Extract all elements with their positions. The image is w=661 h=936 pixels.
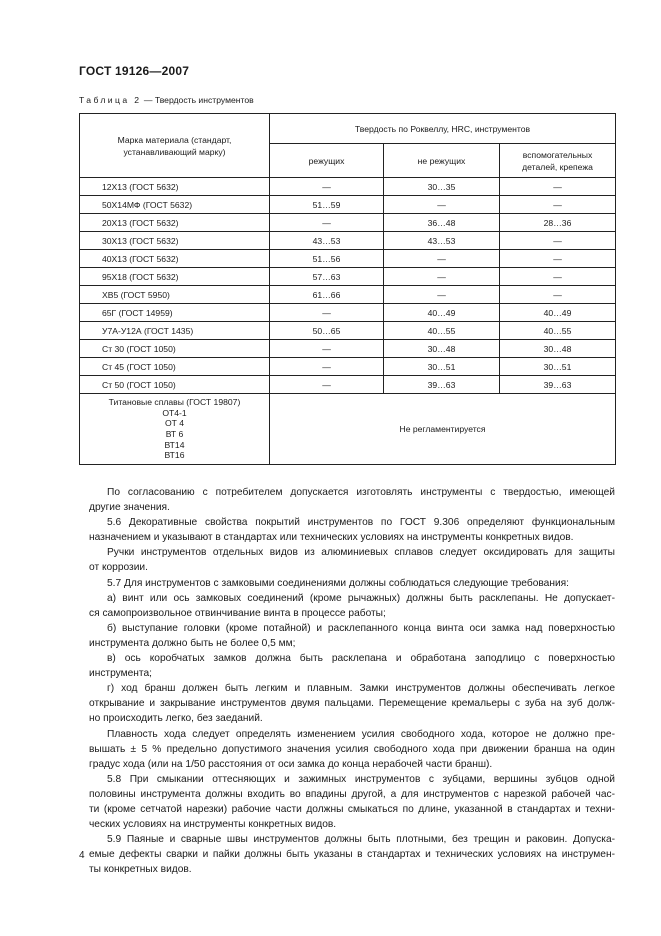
- text-line: 5.6 Декоративные свойства покрытий инструментов по ГОСТ 9.306 определяют функциональным: [107, 517, 615, 529]
- text-line: другие значения.: [89, 502, 170, 514]
- paragraph: [89, 681, 615, 726]
- hardness-table: [79, 113, 616, 465]
- cell-cutting: 61…66: [270, 286, 384, 304]
- page-number: 4: [79, 850, 85, 861]
- cell-material: Ст 50 (ГОСТ 1050): [80, 376, 270, 394]
- titanium-alloy-line: ВТ 6: [165, 429, 184, 439]
- text-line: ся самопроизвольное отвинчивание винта в процессе работы;: [89, 607, 386, 619]
- text-line: емые дефекты сварки и пайки должны быть указаны в стандартах и технических условиях на инструмен-: [89, 849, 615, 861]
- cell-cutting: 51…56: [270, 250, 384, 268]
- paragraph: [89, 591, 615, 621]
- paragraph: [89, 832, 615, 877]
- text-line: но происходить легко, без заеданий.: [89, 713, 263, 725]
- cell-noncutting: 36…48: [384, 214, 500, 232]
- table-row-titanium: [80, 394, 616, 465]
- text-line: половины инструмента должны входить во впадины другой, а для инструментов с нарезкой рабочей час-: [89, 788, 615, 800]
- cell-not-regulated: Не регламентируется: [270, 394, 616, 465]
- cell-noncutting: 30…48: [384, 340, 500, 358]
- paragraph: [89, 545, 615, 575]
- cell-auxiliary: —: [500, 196, 616, 214]
- cell-noncutting: —: [384, 250, 500, 268]
- table-row: [80, 376, 616, 394]
- cell-material: 50Х14МФ (ГОСТ 5632): [80, 196, 270, 214]
- text-line: ти (кроме сетчатой нарезки) рабочие части должны смыкаться по длине, указанной в стандартах и техни-: [89, 803, 615, 815]
- cell-auxiliary: 40…55: [500, 322, 616, 340]
- table-row: [80, 250, 616, 268]
- text-line: а) винт или ось замковых соединений (кроме рычажных) должны быть расклепаны. Не допускает-: [107, 592, 615, 604]
- cell-auxiliary: 40…49: [500, 304, 616, 322]
- cell-auxiliary: 30…48: [500, 340, 616, 358]
- text-line: 5.9 Паяные и сварные швы инструментов должны быть плотными, без трещин и раковин. Допуска-: [107, 834, 615, 846]
- cell-material-titanium: [80, 394, 270, 465]
- text-line: назначением и указывают в стандартах или технических условиях на инструменты конкретных видов.: [89, 532, 574, 544]
- cell-cutting: 51…59: [270, 196, 384, 214]
- cell-noncutting: 30…51: [384, 358, 500, 376]
- text-line: По согласованию с потребителем допускается изготовлять инструменты с твердостью, имеющей: [107, 487, 615, 498]
- table-row: [80, 340, 616, 358]
- table-caption-number: Таблица 2: [79, 95, 142, 105]
- cell-noncutting: 40…55: [384, 322, 500, 340]
- cell-noncutting: —: [384, 268, 500, 286]
- cell-auxiliary: —: [500, 268, 616, 286]
- cell-noncutting: 43…53: [384, 232, 500, 250]
- cell-auxiliary: —: [500, 286, 616, 304]
- cell-noncutting: —: [384, 286, 500, 304]
- text-line: Плавность хода следует определять изменением усилия свободного хода, которое не должно пре-: [107, 728, 615, 740]
- table-caption-title: — Твердость инструментов: [141, 95, 254, 105]
- paragraph: [89, 515, 615, 545]
- cell-material: У7А-У12А (ГОСТ 1435): [80, 322, 270, 340]
- cell-material: 65Г (ГОСТ 14959): [80, 304, 270, 322]
- cell-auxiliary: —: [500, 250, 616, 268]
- cell-cutting: —: [270, 376, 384, 394]
- table-body: [80, 178, 616, 465]
- cell-noncutting: 40…49: [384, 304, 500, 322]
- cell-cutting: 43…53: [270, 232, 384, 250]
- cell-auxiliary: 30…51: [500, 358, 616, 376]
- text-line: ческих условиях на инструменты конкретных видов.: [89, 819, 337, 831]
- cell-noncutting: —: [384, 196, 500, 214]
- text-line: градус хода (или на 1/50 расстояния от оси замка до конца нерабочей части бранш).: [89, 758, 493, 770]
- cell-cutting: —: [270, 358, 384, 376]
- paragraph: [89, 621, 615, 651]
- cell-noncutting: 30…35: [384, 178, 500, 196]
- text-line: Ручки инструментов отдельных видов из алюминиевых сплавов следует оксидировать для защиты: [107, 547, 615, 559]
- table-row: [80, 268, 616, 286]
- table-row: [80, 214, 616, 232]
- text-line: ты конкретных видов.: [89, 864, 192, 876]
- text-line: инструмента;: [89, 668, 152, 680]
- cell-auxiliary: 28…36: [500, 214, 616, 232]
- cell-material: 12Х13 (ГОСТ 5632): [80, 178, 270, 196]
- table-row: [80, 358, 616, 376]
- cell-auxiliary: 39…63: [500, 376, 616, 394]
- titanium-alloy-line: ОТ 4: [164, 418, 185, 429]
- header-cutting: режущих: [270, 144, 384, 178]
- cell-material: 20Х13 (ГОСТ 5632): [80, 214, 270, 232]
- paragraph: [89, 772, 615, 832]
- cell-cutting: —: [270, 178, 384, 196]
- text-line: открывание и закрывание инструментов двумя пальцами. Перемещение кремальеры с зуба на зуб долж-: [89, 698, 615, 710]
- paragraph: [89, 576, 615, 591]
- document-header: ГОСТ 19126—2007: [79, 64, 190, 78]
- cell-auxiliary: —: [500, 232, 616, 250]
- table-row: [80, 178, 616, 196]
- table-row: [80, 322, 616, 340]
- cell-cutting: —: [270, 304, 384, 322]
- body-text: [89, 485, 615, 877]
- titanium-alloy-line: Титановые сплавы (ГОСТ 19807): [108, 397, 241, 408]
- text-line: 5.7 Для инструментов с замковыми соединениями должны соблюдаться следующие требования:: [107, 577, 569, 589]
- paragraph: [89, 727, 615, 772]
- titanium-alloy-line: ОТ4-1: [162, 407, 187, 418]
- cell-cutting: 50…65: [270, 322, 384, 340]
- header-noncutting: не режущих: [384, 144, 500, 178]
- text-line: г) ход бранш должен быть легким и плавным. Замки инструментов должны обеспечивать легкое: [107, 683, 615, 695]
- table-row: [80, 196, 616, 214]
- titanium-alloy-line: ВТ16: [164, 450, 185, 461]
- paragraph: [89, 485, 615, 515]
- header-hardness-group: Твердость по Роквеллу, HRC, инструментов: [270, 114, 616, 144]
- cell-material: 30Х13 (ГОСТ 5632): [80, 232, 270, 250]
- cell-cutting: —: [270, 214, 384, 232]
- table-row: [80, 286, 616, 304]
- header-auxiliary: вспомогательных деталей, крепежа: [500, 144, 616, 178]
- table-row: [80, 304, 616, 322]
- text-line: инструмента должно быть не более 0,5 мм;: [89, 637, 296, 649]
- text-line: вышать ± 5 % предельно допустимого значения усилия свободного хода при движении бранша на один: [89, 743, 615, 755]
- cell-cutting: 57…63: [270, 268, 384, 286]
- cell-material: ХВ5 (ГОСТ 5950): [80, 286, 270, 304]
- table-caption: [79, 95, 254, 105]
- cell-material: Ст 30 (ГОСТ 1050): [80, 340, 270, 358]
- text-line: от коррозии.: [89, 562, 148, 574]
- cell-material: Ст 45 (ГОСТ 1050): [80, 358, 270, 376]
- text-line: в) ось коробчатых замков должна быть расклепана и обработана заподлицо с поверхностью: [107, 653, 615, 665]
- paragraph: [89, 651, 615, 681]
- cell-material: 40Х13 (ГОСТ 5632): [80, 250, 270, 268]
- text-line: б) выступание головки (кроме потайной) и расклепанного конца винта оси замка над поверхностью: [107, 622, 615, 634]
- cell-material: 95Х18 (ГОСТ 5632): [80, 268, 270, 286]
- cell-cutting: —: [270, 340, 384, 358]
- cell-auxiliary: —: [500, 178, 616, 196]
- titanium-alloy-line: ВТ14: [164, 439, 185, 450]
- text-line: 5.8 При смыкании оттесняющих и зажимных инструментов с зубцами, вершины зубцов одной: [107, 773, 615, 785]
- header-material: Марка материала (стандарт, устанавливающий марку): [80, 114, 270, 178]
- table-row: [80, 232, 616, 250]
- cell-noncutting: 39…63: [384, 376, 500, 394]
